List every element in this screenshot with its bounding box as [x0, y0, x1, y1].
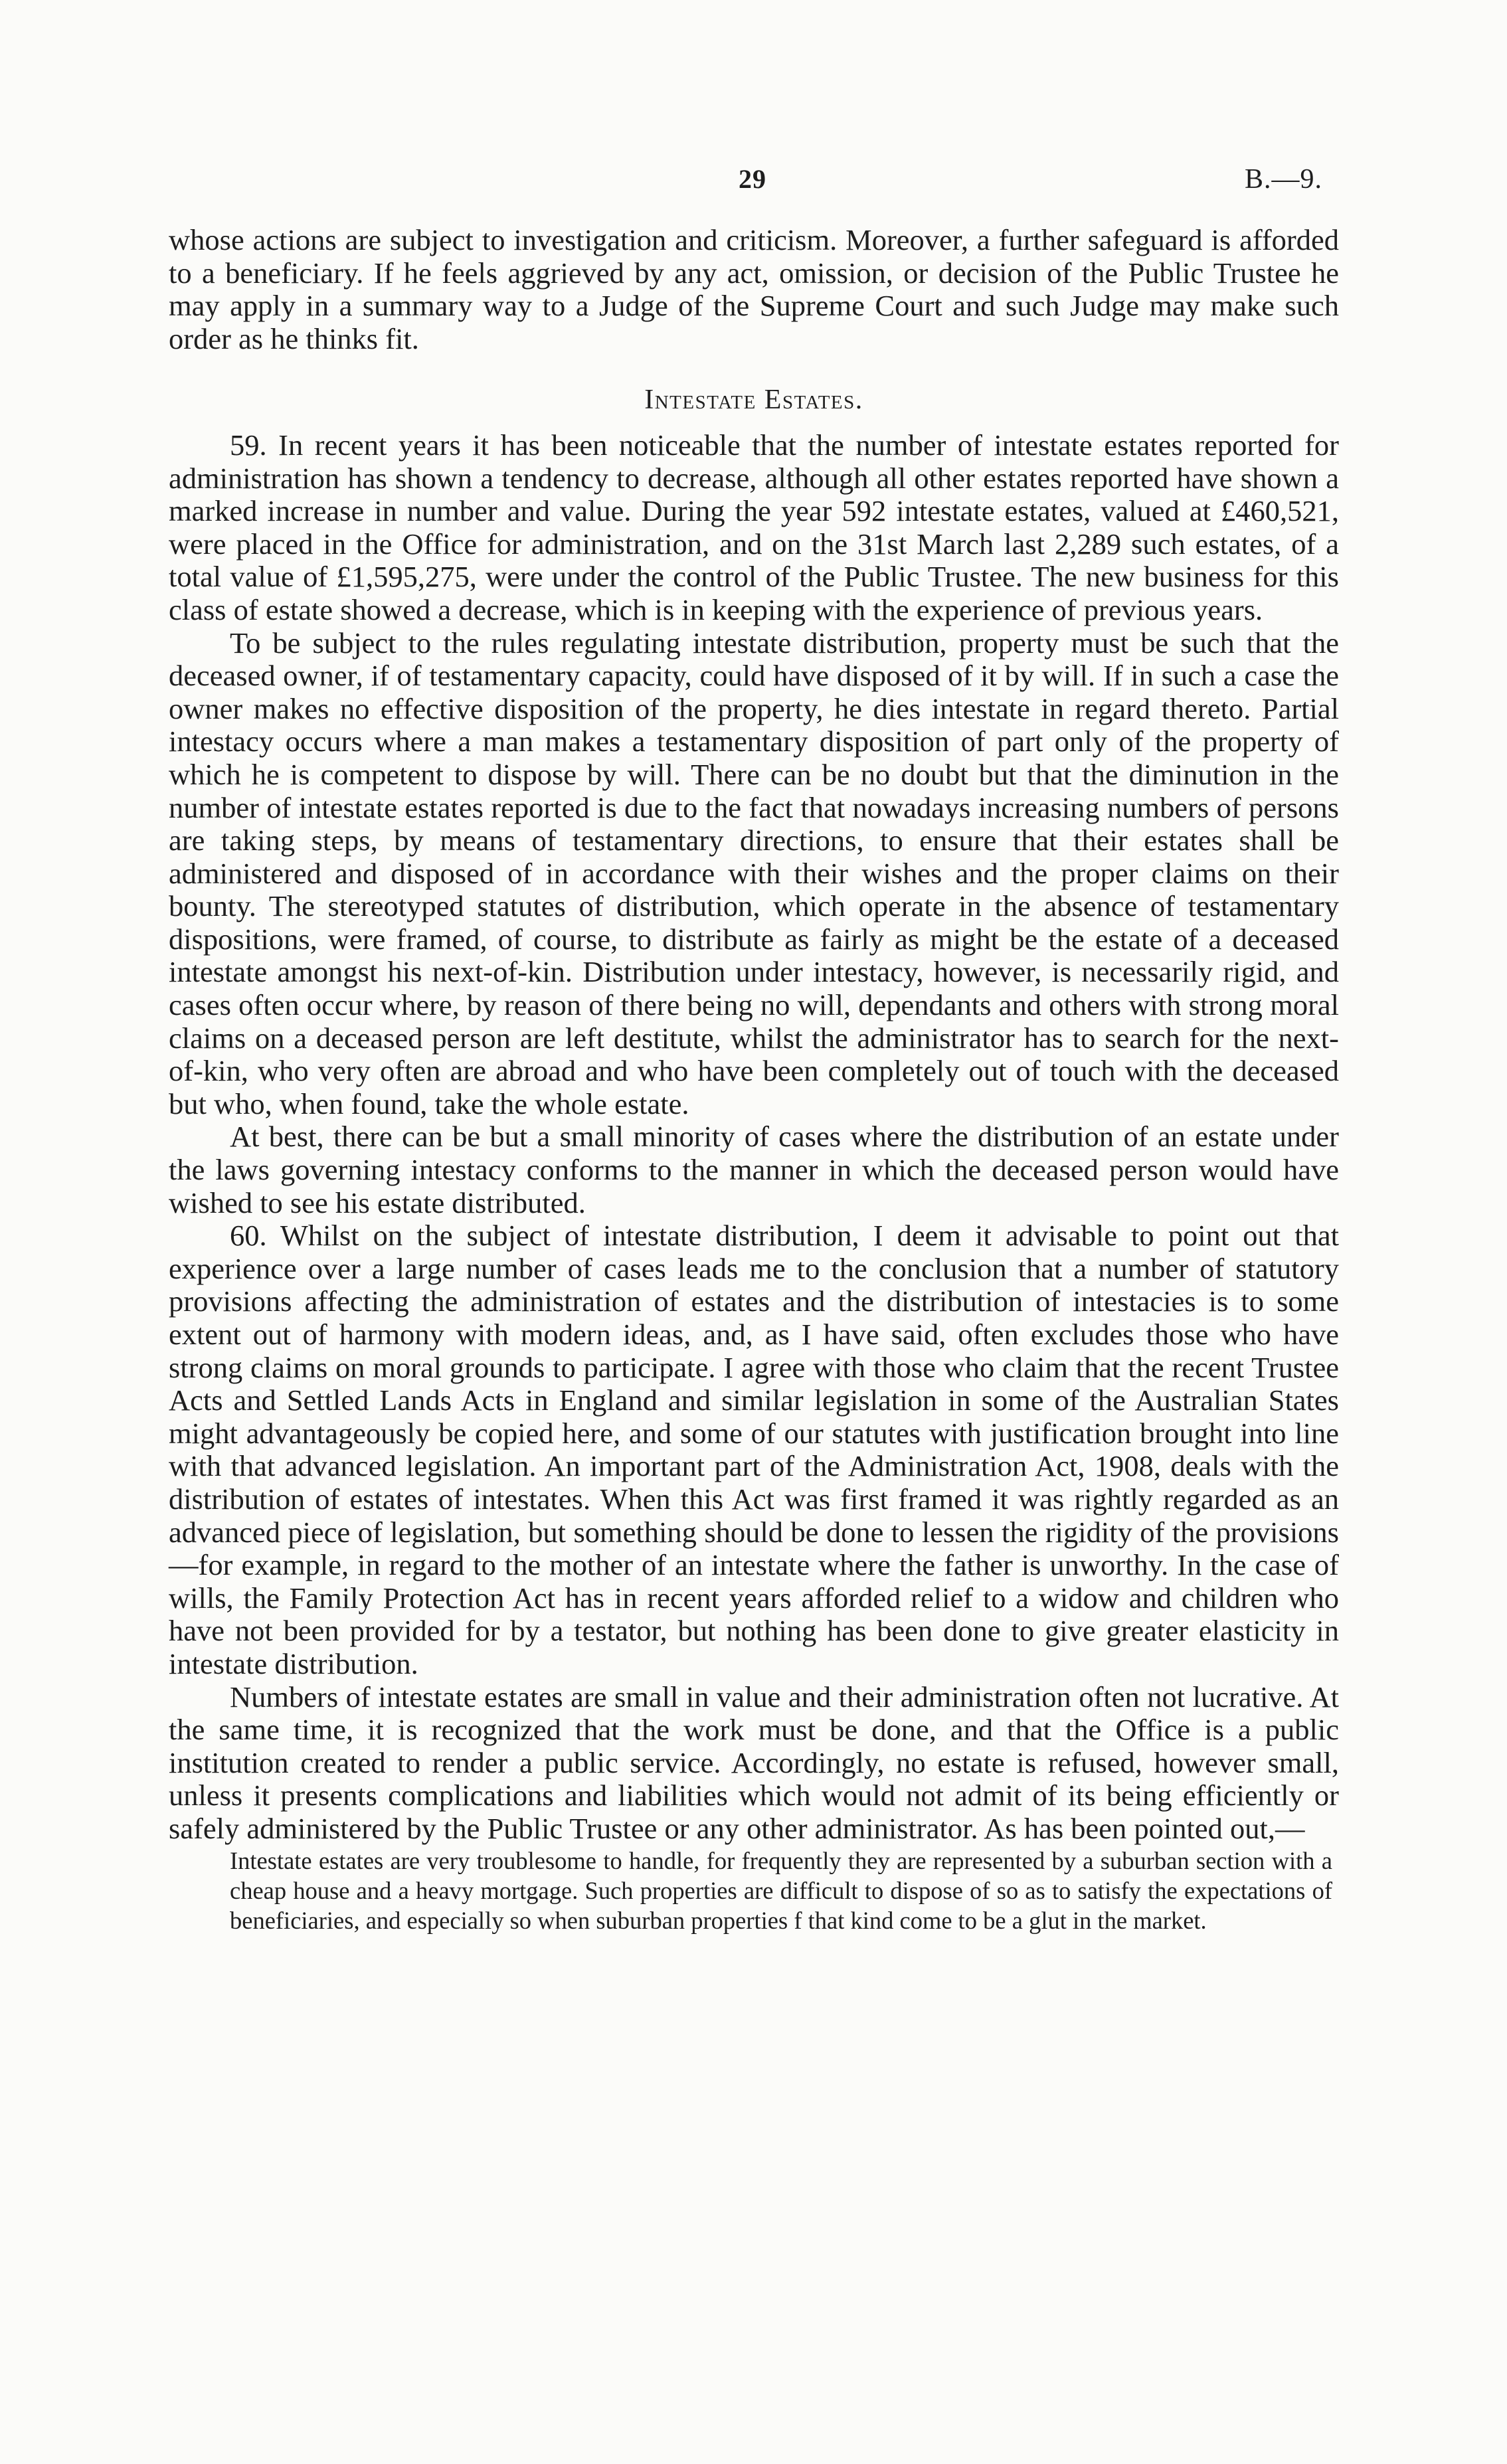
- section-heading: Intestate Estates.: [644, 385, 863, 416]
- block-quote: Intestate estates are very troublesome to handle, for frequently they are represented by a suburban section with a cheap house and a heavy mortgage. Such properties are difficult to dispose of so as to satisfy the expectations of beneficiaries, and especially so when suburban properties f that kind come to be a glut in the market.: [230, 1846, 1332, 1934]
- paragraph-intestate-rules: To be subject to the rules regulating intestate distribution, property must be such that the deceased owner, if of testamentary capacity, could have disposed of it by will. If in such a case the owner makes no effective disposition of the property, he dies intestate in regard thereto. Partial intestacy occurs where a man makes a testamentary disposition of part only of the property of which he is competent to dispose by will. There can be no doubt but that the diminution in the number of intestate estates reported is due to the fact that nowadays increasing numbers of persons are taking steps, by means of testamentary directions, to ensure that their estates shall be administered and disposed of in accordance with their wishes and the proper claims on their bounty. The stereotyped statutes of distribution, which operate in the absence of testamentary dispositions, were framed, of course, to distribute as fairly as might be the estate of a deceased intestate amongst his next-of-kin. Distribution under intestacy, however, is necessarily rigid, and cases often occur where, by reason of there being no will, dependants and others with strong moral claims on a deceased person are left destitute, whilst the administrator has to search for the next-of-kin, who very often are abroad and who have been completely out of touch with the deceased but who, when found, take the whole estate.: [169, 626, 1339, 1120]
- document-body: [169, 224, 1339, 1935]
- paragraph-small-estates: Numbers of intestate estates are small in value and their administration often not lucrative. At the same time, it is recognized that the work must be done, and that the Office is a public institution created to render a public service. Accordingly, no estate is refused, however small, unless it presents complications and liabilities which would not admit of its being efficiently or safely administered by the Public Trustee or any other administrator. As has been pointed out,—: [169, 1680, 1339, 1845]
- paper-reference: B.—9.: [1244, 164, 1322, 195]
- paragraph-at-best: At best, there can be but a small minority of cases where the distribution of an estate under the laws governing intestacy conforms to the manner in which the deceased person would have wished to see his estate distributed.: [169, 1120, 1339, 1219]
- page-number: 29: [739, 164, 766, 194]
- paragraph-59: 59. In recent years it has been noticeable that the number of intestate estates reported for administration has shown a tendency to decrease, although all other estates reported have shown a marked increase in number and value. During the year 592 intestate estates, valued at £460,521, were placed in the Office for administration, and on the 31st March last 2,289 such estates, of a total value of £1,595,275, were under the control of the Public Trustee. The new business for this class of estate showed a decrease, which is in keeping with the experience of previous years.: [169, 428, 1339, 626]
- paragraph-60: 60. Whilst on the subject of intestate distribution, I deem it advisable to point out that experience over a large number of cases leads me to the conclusion that a number of statutory provisions affecting the administration of estates and the distribution of intestacies is to some extent out of harmony with modern ideas, and, as I have said, often excludes those who have strong claims on moral grounds to participate. I agree with those who claim that the recent Trustee Acts and Settled Lands Acts in England and similar legislation in some of the Australian States might advantageously be copied here, and some of our statutes with justification brought into line with that advanced legislation. An important part of the Administration Act, 1908, deals with the distribution of estates of intestates. When this Act was first framed it was rightly regarded as an advanced piece of legislation, but something should be done to lessen the rigidity of the provisions—for example, in regard to the mother of an intestate where the father is unworthy. In the case of wills, the Family Protection Act has in recent years afforded relief to a widow and children who have not been provided for by a testator, but nothing has been done to give greater elasticity in intestate distribution.: [169, 1219, 1339, 1680]
- paragraph-continuation: whose actions are subject to investigation and criticism. Moreover, a further safeguard is afforded to a beneficiary. If he feels aggrieved by any act, omission, or decision of the Public Trustee he may apply in a summary way to a Judge of the Supreme Court and such Judge may make such order as he thinks fit.: [169, 223, 1339, 355]
